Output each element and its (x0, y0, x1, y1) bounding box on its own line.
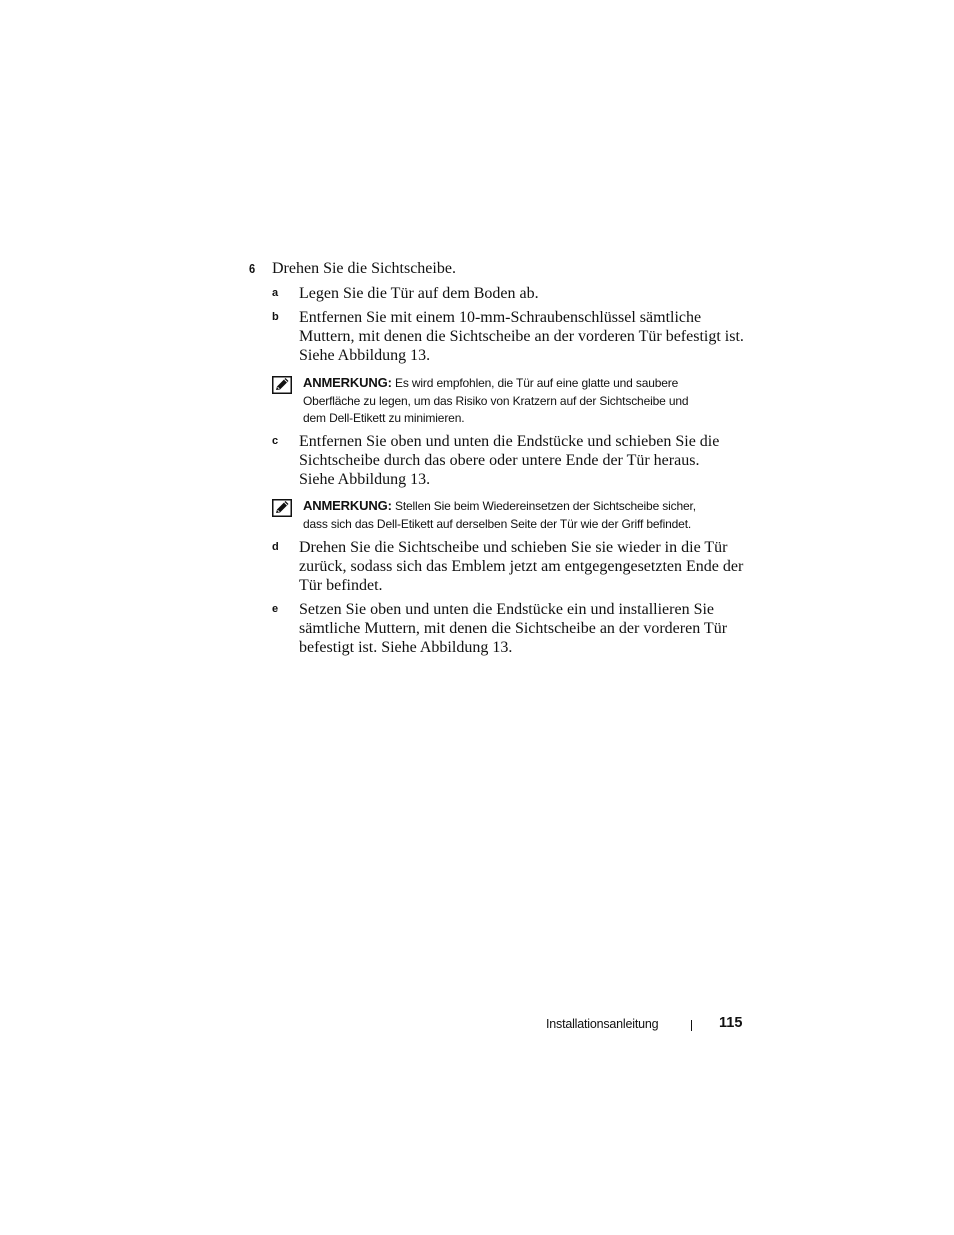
substep-line: Legen Sie die Tür auf dem Boden ab. (299, 285, 539, 302)
substep-line: Muttern, mit denen die Sichtscheibe an der vorderen Tür befestigt ist. (299, 328, 744, 345)
substep-line: Setzen Sie oben und unten die Endstücke ein und installieren Sie (299, 601, 715, 618)
note-line: Es wird empfohlen, die Tür auf eine glatte und saubere (394, 376, 679, 390)
note-line: dass sich das Dell-Etikett auf derselben Seite der Tür wie der Griff befindet. (303, 516, 692, 531)
step-text: Drehen Sie die Sichtscheibe. (272, 260, 456, 277)
substep-line: Drehen Sie die Sichtscheibe und schieben Sie sie wieder in die Tür (299, 539, 728, 556)
step-number: 6 (249, 261, 256, 276)
footer-title: Installationsanleitung (546, 1017, 659, 1031)
substep-line: sämtliche Muttern, mit denen die Sichtscheibe an der vorderen Tür (299, 620, 728, 637)
substep-letter: a (272, 287, 279, 299)
substep-text (299, 600, 744, 657)
page-footer (546, 1015, 746, 1035)
note-pencil-icon (272, 499, 292, 517)
note-line: Stellen Sie beim Wiedereinsetzen der Sichtscheibe sicher, (394, 499, 696, 513)
substep-text (299, 538, 744, 595)
substep-letter: b (272, 311, 279, 323)
substep-line: Siehe Abbildung 13. (299, 471, 431, 488)
substep-letter: d (272, 541, 279, 553)
note-pencil-icon (272, 376, 292, 394)
substep-line: Sichtscheibe durch das obere oder untere Ende der Tür heraus. (299, 452, 700, 469)
substep-line: Entfernen Sie mit einem 10-mm-Schraubenschlüssel sämtliche (299, 309, 702, 326)
substep-line: befestigt ist. Siehe Abbildung 13. (299, 639, 513, 656)
note-label: ANMERKUNG: (303, 375, 392, 390)
substep-text (299, 284, 744, 303)
substep-line: Entfernen Sie oben und unten die Endstücke und schieben Sie die (299, 433, 720, 450)
substep-line: Tür befindet. (299, 577, 383, 594)
page-number: 115 (719, 1015, 743, 1031)
note-line: Oberfläche zu legen, um das Risiko von Kratzern auf der Sichtscheibe und (303, 393, 689, 408)
note-text (303, 374, 743, 428)
note-text (303, 497, 743, 533)
substep-text (299, 432, 744, 489)
footer-separator (691, 1020, 692, 1031)
substep-line: zurück, sodass sich das Emblem jetzt am entgegengesetzten Ende der (299, 558, 744, 575)
note-label: ANMERKUNG: (303, 498, 392, 513)
substep-letter: c (272, 435, 279, 447)
substep-text (299, 308, 744, 365)
substep-line: Siehe Abbildung 13. (299, 347, 431, 364)
note-line: dem Dell-Etikett zu minimieren. (303, 411, 465, 425)
substep-letter: e (272, 603, 279, 615)
